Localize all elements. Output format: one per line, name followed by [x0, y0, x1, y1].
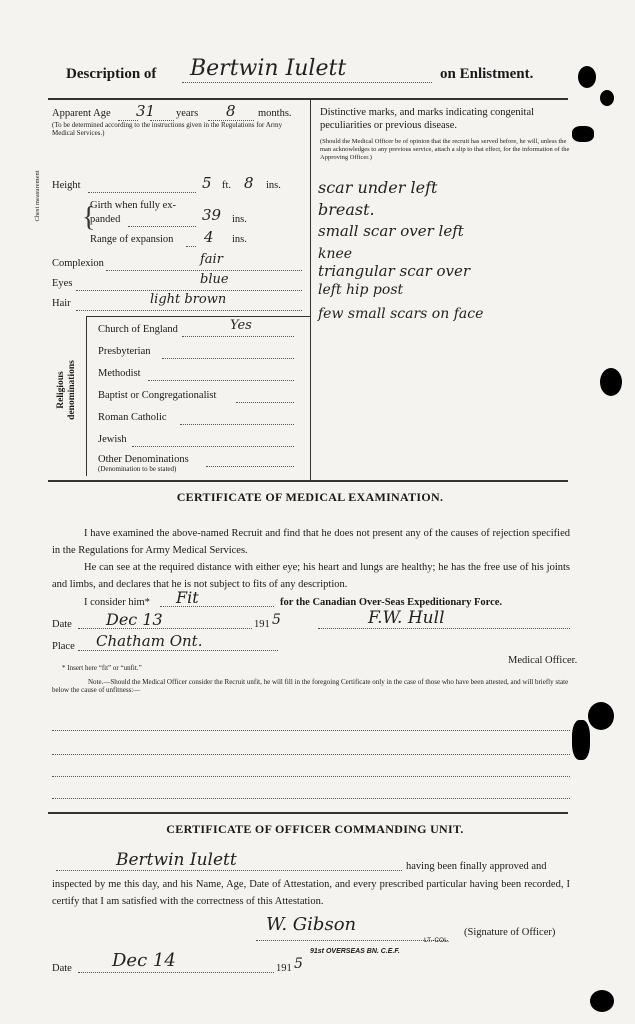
religion-baptist: Baptist or Congregationalist: [98, 390, 217, 401]
header-prefix: Description of: [66, 66, 157, 82]
punch-hole: [578, 66, 596, 88]
religion-side-label: Religious denominations: [56, 360, 77, 420]
religion-church-of-england: Church of England: [98, 324, 178, 335]
religion-roman-catholic: Roman Catholic: [98, 412, 167, 423]
officer-year-prefix: 191: [276, 963, 292, 974]
religion-other-note: (Denomination to be stated): [98, 465, 177, 473]
mark-line: knee: [318, 246, 353, 262]
height-ins-label: ins.: [266, 180, 281, 191]
medical-signature: F.W. Hull: [368, 608, 445, 628]
officer-unit: 91st OVERSEAS BN. C.E.F.: [310, 948, 400, 955]
age-years-label: years: [176, 108, 199, 119]
girth-unit: ins.: [232, 214, 247, 225]
height-ins: 8: [244, 174, 254, 192]
age-months: 8: [226, 102, 236, 120]
officer-year-value: 5: [294, 956, 303, 972]
girth-label-2: panded: [90, 214, 121, 225]
mark-line: left hip post: [318, 282, 404, 298]
hair-value: light brown: [150, 292, 227, 307]
officer-recruit-name: Bertwin Iulett: [116, 850, 237, 870]
religion-presbyterian: Presbyterian: [98, 346, 151, 357]
expansion-label: Range of expansion: [90, 234, 174, 245]
consider-suffix: for the Canadian Over-Seas Expeditionary Force.: [280, 597, 503, 608]
girth-value: 39: [202, 206, 222, 224]
officer-line1-suffix: having been finally approved and: [406, 861, 547, 872]
punch-hole: [600, 90, 614, 106]
punch-hole: [588, 702, 614, 730]
chest-side-label: Chest measurement: [34, 170, 41, 222]
medical-date-value: Dec 13: [106, 610, 163, 629]
complexion-value: fair: [200, 252, 223, 267]
recruit-name: Bertwin Iulett: [190, 56, 347, 81]
mark-line: breast.: [318, 200, 375, 219]
medical-paragraph-2: He can see at the required distance with either eye; his heart and lungs are healthy; he has the free use of his joints and limbs, and declares that he is not subject to fits of any description.: [52, 562, 570, 590]
punch-hole: [590, 990, 614, 1012]
distinctive-note: (Should the Medical Officer be of opinion that the recruit has served before, he will, unless the man acknowledges to any previous service, attach a slip to that effect, for the information of the Approving Officer.): [320, 138, 570, 161]
age-years: 31: [136, 102, 156, 120]
officer-date-value: Dec 14: [112, 950, 176, 971]
punch-hole: [572, 126, 594, 142]
medical-officer-label: Medical Officer.: [508, 655, 578, 666]
mark-line: few small scars on face: [318, 306, 484, 322]
age-label: Apparent Age: [52, 108, 111, 119]
religion-value: Yes: [230, 318, 252, 333]
officer-rank: LT.-COL.: [424, 937, 450, 944]
punch-hole: [600, 368, 622, 396]
hair-label: Hair: [52, 298, 71, 309]
mark-line: scar under left: [318, 178, 438, 197]
officer-date-label: Date: [52, 963, 72, 974]
distinctive-heading: Distinctive marks, and marks indicating congenital peculiarities or previous disease.: [320, 107, 535, 131]
religion-jewish: Jewish: [98, 434, 127, 445]
medical-heading: CERTIFICATE OF MEDICAL EXAMINATION.: [176, 490, 444, 504]
mark-line: small scar over left: [318, 222, 464, 240]
medical-year-prefix: 191: [254, 619, 270, 630]
officer-signature-label: (Signature of Officer): [464, 927, 556, 938]
medical-date-label: Date: [52, 619, 72, 630]
insert-note: * Insert here “fit” or “unfit.”: [62, 664, 142, 672]
religion-methodist: Methodist: [98, 368, 141, 379]
medical-year-value: 5: [272, 612, 281, 628]
girth-label-1: Girth when fully ex-: [90, 200, 177, 211]
complexion-label: Complexion: [52, 258, 104, 269]
height-ft: 5: [202, 174, 212, 192]
officer-heading: CERTIFICATE OF OFFICER COMMANDING UNIT.: [166, 822, 464, 836]
medical-paragraph-1: I have examined the above-named Recruit and find that he does not present any of the causes of rejection specified in the Regulations for Army Medical Services.: [52, 528, 570, 556]
eyes-value: blue: [200, 272, 229, 287]
eyes-label: Eyes: [52, 278, 73, 289]
header-suffix: on Enlistment.: [440, 66, 534, 82]
consider-value: Fit: [176, 588, 199, 607]
expansion-value: 4: [204, 228, 214, 246]
religion-other: Other Denominations: [98, 454, 189, 465]
age-months-label: months.: [258, 108, 292, 119]
consider-prefix: I consider him*: [84, 597, 150, 608]
officer-signature: W. Gibson: [266, 914, 357, 935]
height-label: Height: [52, 180, 81, 191]
punch-hole: [572, 720, 590, 760]
height-ft-label: ft.: [222, 180, 232, 191]
medical-footnote: Note.—Should the Medical Officer consider the Recruit unfit, he will fill in the foregoing Certificate only in the case of those who have been attested, and will briefly state below the cause of unfitness:—: [52, 678, 569, 694]
age-note: (To be determined according to the instructions given in the Regulations for Army Medical Services.): [52, 121, 283, 137]
place-value: Chatham Ont.: [96, 632, 203, 650]
officer-paragraph: inspected by me this day, and his Name, Age, Date of Attestation, and every prescribed particular having been recorded, I certify that I am satisfied with the correctness of this Attestation.: [52, 879, 570, 907]
place-label: Place: [52, 641, 75, 652]
mark-line: triangular scar over: [318, 262, 471, 280]
expansion-unit: ins.: [232, 234, 247, 245]
